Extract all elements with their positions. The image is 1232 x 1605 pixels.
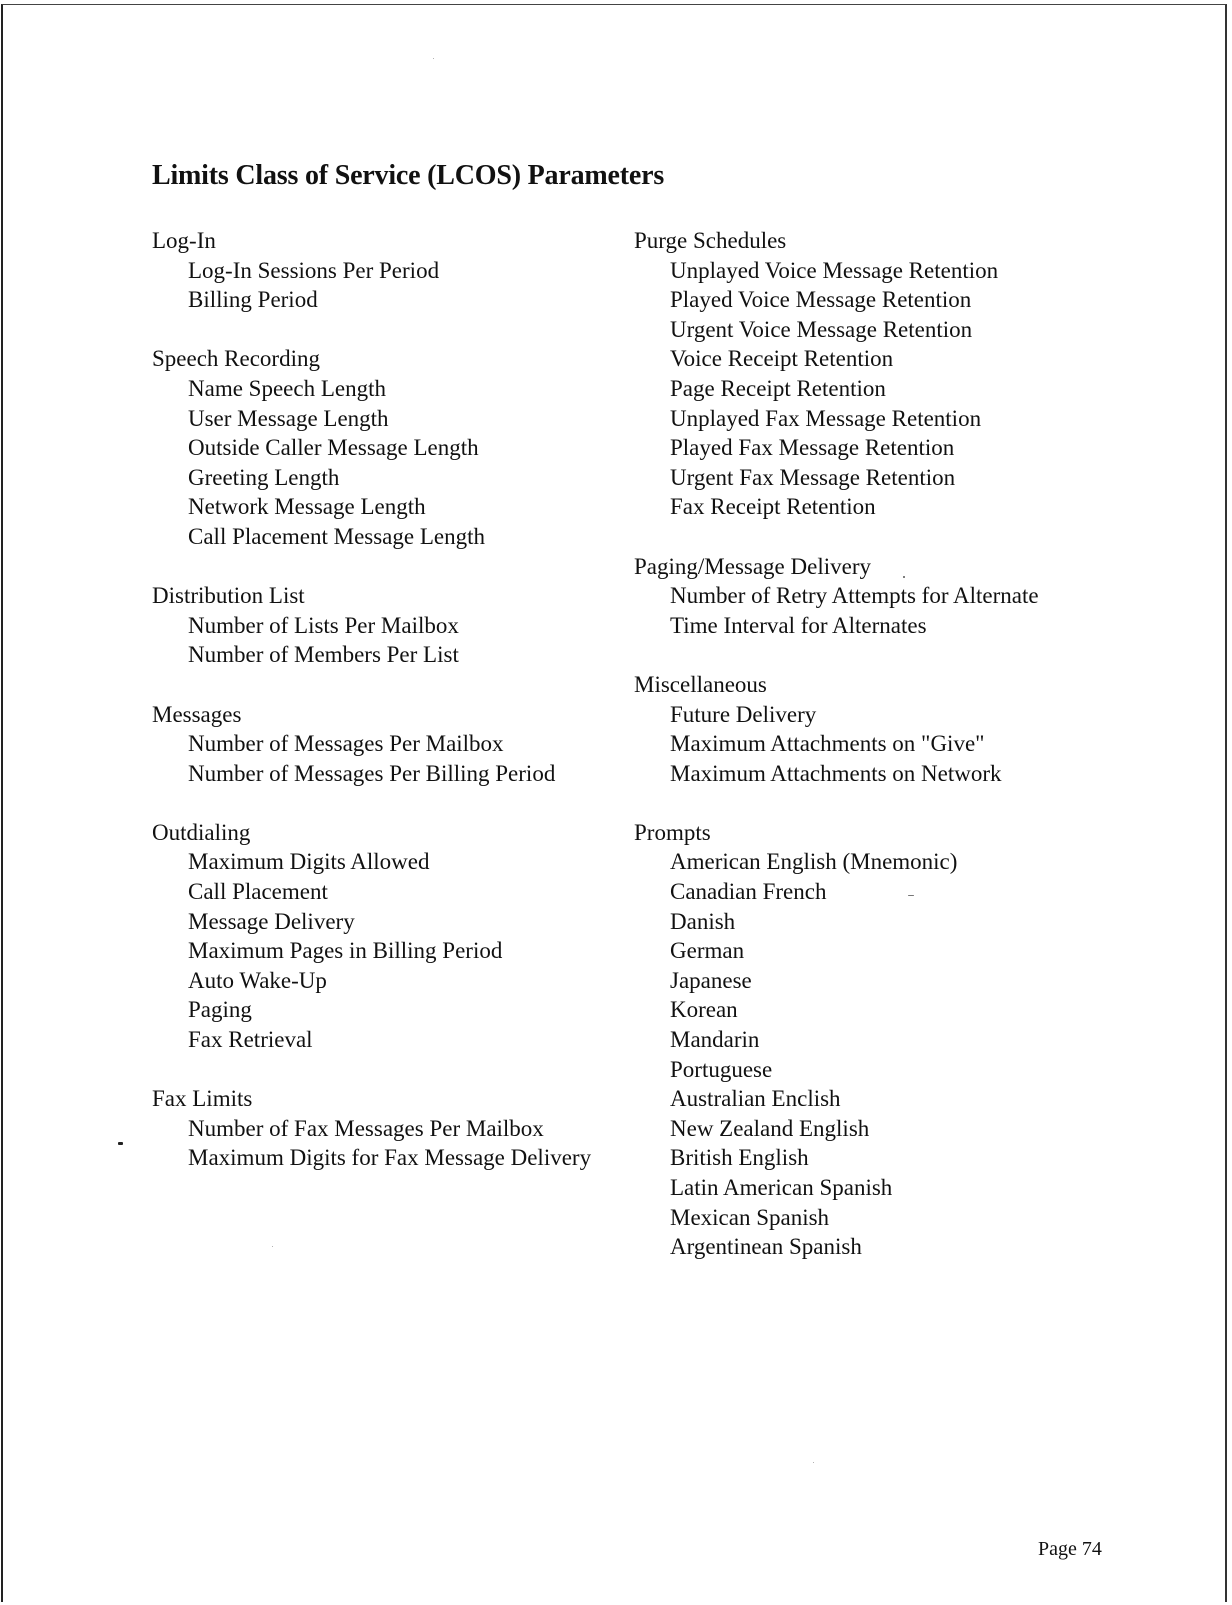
- parameter-item: Message Delivery: [188, 908, 355, 934]
- scan-speck: [272, 1246, 273, 1247]
- parameter-item: User Message Length: [188, 405, 389, 431]
- parameter-item: Call Placement Message Length: [188, 523, 486, 549]
- page-title: Limits Class of Service (LCOS) Parameters: [152, 160, 665, 191]
- parameter-item: Urgent Voice Message Retention: [670, 316, 973, 342]
- parameter-item: Fax Receipt Retention: [670, 494, 876, 520]
- parameter-item: British English: [670, 1145, 809, 1171]
- parameter-section: [634, 552, 1214, 641]
- parameter-item: Mandarin: [670, 1027, 760, 1053]
- parameter-item: Page Receipt Retention: [670, 375, 886, 401]
- parameter-section: [152, 700, 622, 789]
- parameter-item: Log-In Sessions Per Period: [188, 257, 440, 283]
- parameter-item: Unplayed Fax Message Retention: [670, 405, 982, 431]
- parameter-item: Billing Period: [188, 287, 318, 313]
- parameter-item: Played Voice Message Retention: [670, 287, 972, 313]
- parameter-item: Latin American Spanish: [670, 1175, 893, 1200]
- parameter-item: Maximum Digits for Fax Message Delivery: [188, 1145, 592, 1171]
- parameter-item: Portuguese: [670, 1056, 773, 1082]
- scan-speck: [903, 576, 905, 578]
- parameter-item: Mexican Spanish: [670, 1204, 830, 1230]
- parameter-item: German: [670, 938, 745, 964]
- parameter-item: Canadian French: [670, 879, 827, 905]
- parameter-item: Maximum Attachments on "Give": [670, 731, 985, 757]
- parameter-item: Urgent Fax Message Retention: [670, 464, 956, 490]
- parameter-section: [152, 581, 622, 670]
- parameter-item: Time Interval for Alternates: [670, 612, 927, 638]
- section-heading: Purge Schedules: [634, 228, 787, 253]
- parameter-item: Argentinean Spanish: [670, 1234, 862, 1260]
- parameter-section: [152, 226, 622, 315]
- section-heading: Miscellaneous: [634, 671, 767, 697]
- section-heading: Outdialing: [152, 819, 251, 845]
- parameter-item: Unplayed Voice Message Retention: [670, 257, 999, 283]
- parameter-item: Maximum Digits Allowed: [188, 849, 430, 875]
- section-heading: Messages: [152, 701, 242, 727]
- section-heading: Paging/Message Delivery: [634, 553, 871, 579]
- parameter-item: Voice Receipt Retention: [670, 346, 894, 372]
- parameter-item: Network Message Length: [188, 494, 426, 520]
- section-heading: Log-In: [152, 228, 216, 253]
- parameter-item: Future Delivery: [670, 701, 817, 727]
- parameter-section: [152, 818, 622, 1055]
- parameter-section: [152, 1084, 622, 1173]
- parameter-item: American English (Mnemonic): [670, 849, 958, 875]
- parameter-item: Number of Lists Per Mailbox: [188, 612, 459, 638]
- parameter-item: Number of Messages Per Billing Period: [188, 760, 556, 786]
- parameter-item: Danish: [670, 908, 736, 934]
- scan-speck: [813, 1462, 814, 1463]
- parameter-item: Number of Members Per List: [188, 642, 459, 668]
- parameter-section: [634, 818, 1214, 1262]
- parameter-item: Played Fax Message Retention: [670, 435, 955, 461]
- parameter-item: Call Placement: [188, 879, 328, 905]
- parameter-item: Number of Messages Per Mailbox: [188, 731, 504, 757]
- parameter-item: Maximum Attachments on Network: [670, 760, 1002, 786]
- parameter-item: Japanese: [670, 967, 752, 993]
- scan-speck: [908, 895, 914, 896]
- right-column: [634, 226, 1214, 1291]
- parameter-item: Number of Fax Messages Per Mailbox: [188, 1115, 544, 1141]
- parameter-item: Auto Wake-Up: [188, 967, 327, 993]
- parameter-item: Name Speech Length: [188, 375, 386, 401]
- section-heading: Speech Recording: [152, 346, 320, 372]
- parameter-section: [634, 226, 1214, 522]
- scan-speck: [118, 1142, 123, 1145]
- left-column: [152, 226, 622, 1203]
- section-heading: Fax Limits: [152, 1086, 253, 1112]
- parameter-item: Australian Enclish: [670, 1086, 841, 1112]
- parameter-item: Korean: [670, 997, 738, 1023]
- parameter-item: Paging: [188, 997, 252, 1023]
- parameter-item: Greeting Length: [188, 464, 340, 490]
- parameter-item: Number of Retry Attempts for Alternate: [670, 583, 1039, 609]
- page-number: Page 74: [1038, 1538, 1102, 1560]
- parameter-item: Outside Caller Message Length: [188, 435, 479, 461]
- parameter-item: New Zealand English: [670, 1115, 870, 1141]
- section-heading: Distribution List: [152, 583, 305, 609]
- scan-speck: [433, 58, 434, 59]
- parameter-item: Fax Retrieval: [188, 1027, 313, 1053]
- parameter-section: [152, 344, 622, 551]
- parameter-item: Maximum Pages in Billing Period: [188, 938, 503, 964]
- section-heading: Prompts: [634, 819, 711, 845]
- parameter-section: [634, 670, 1214, 788]
